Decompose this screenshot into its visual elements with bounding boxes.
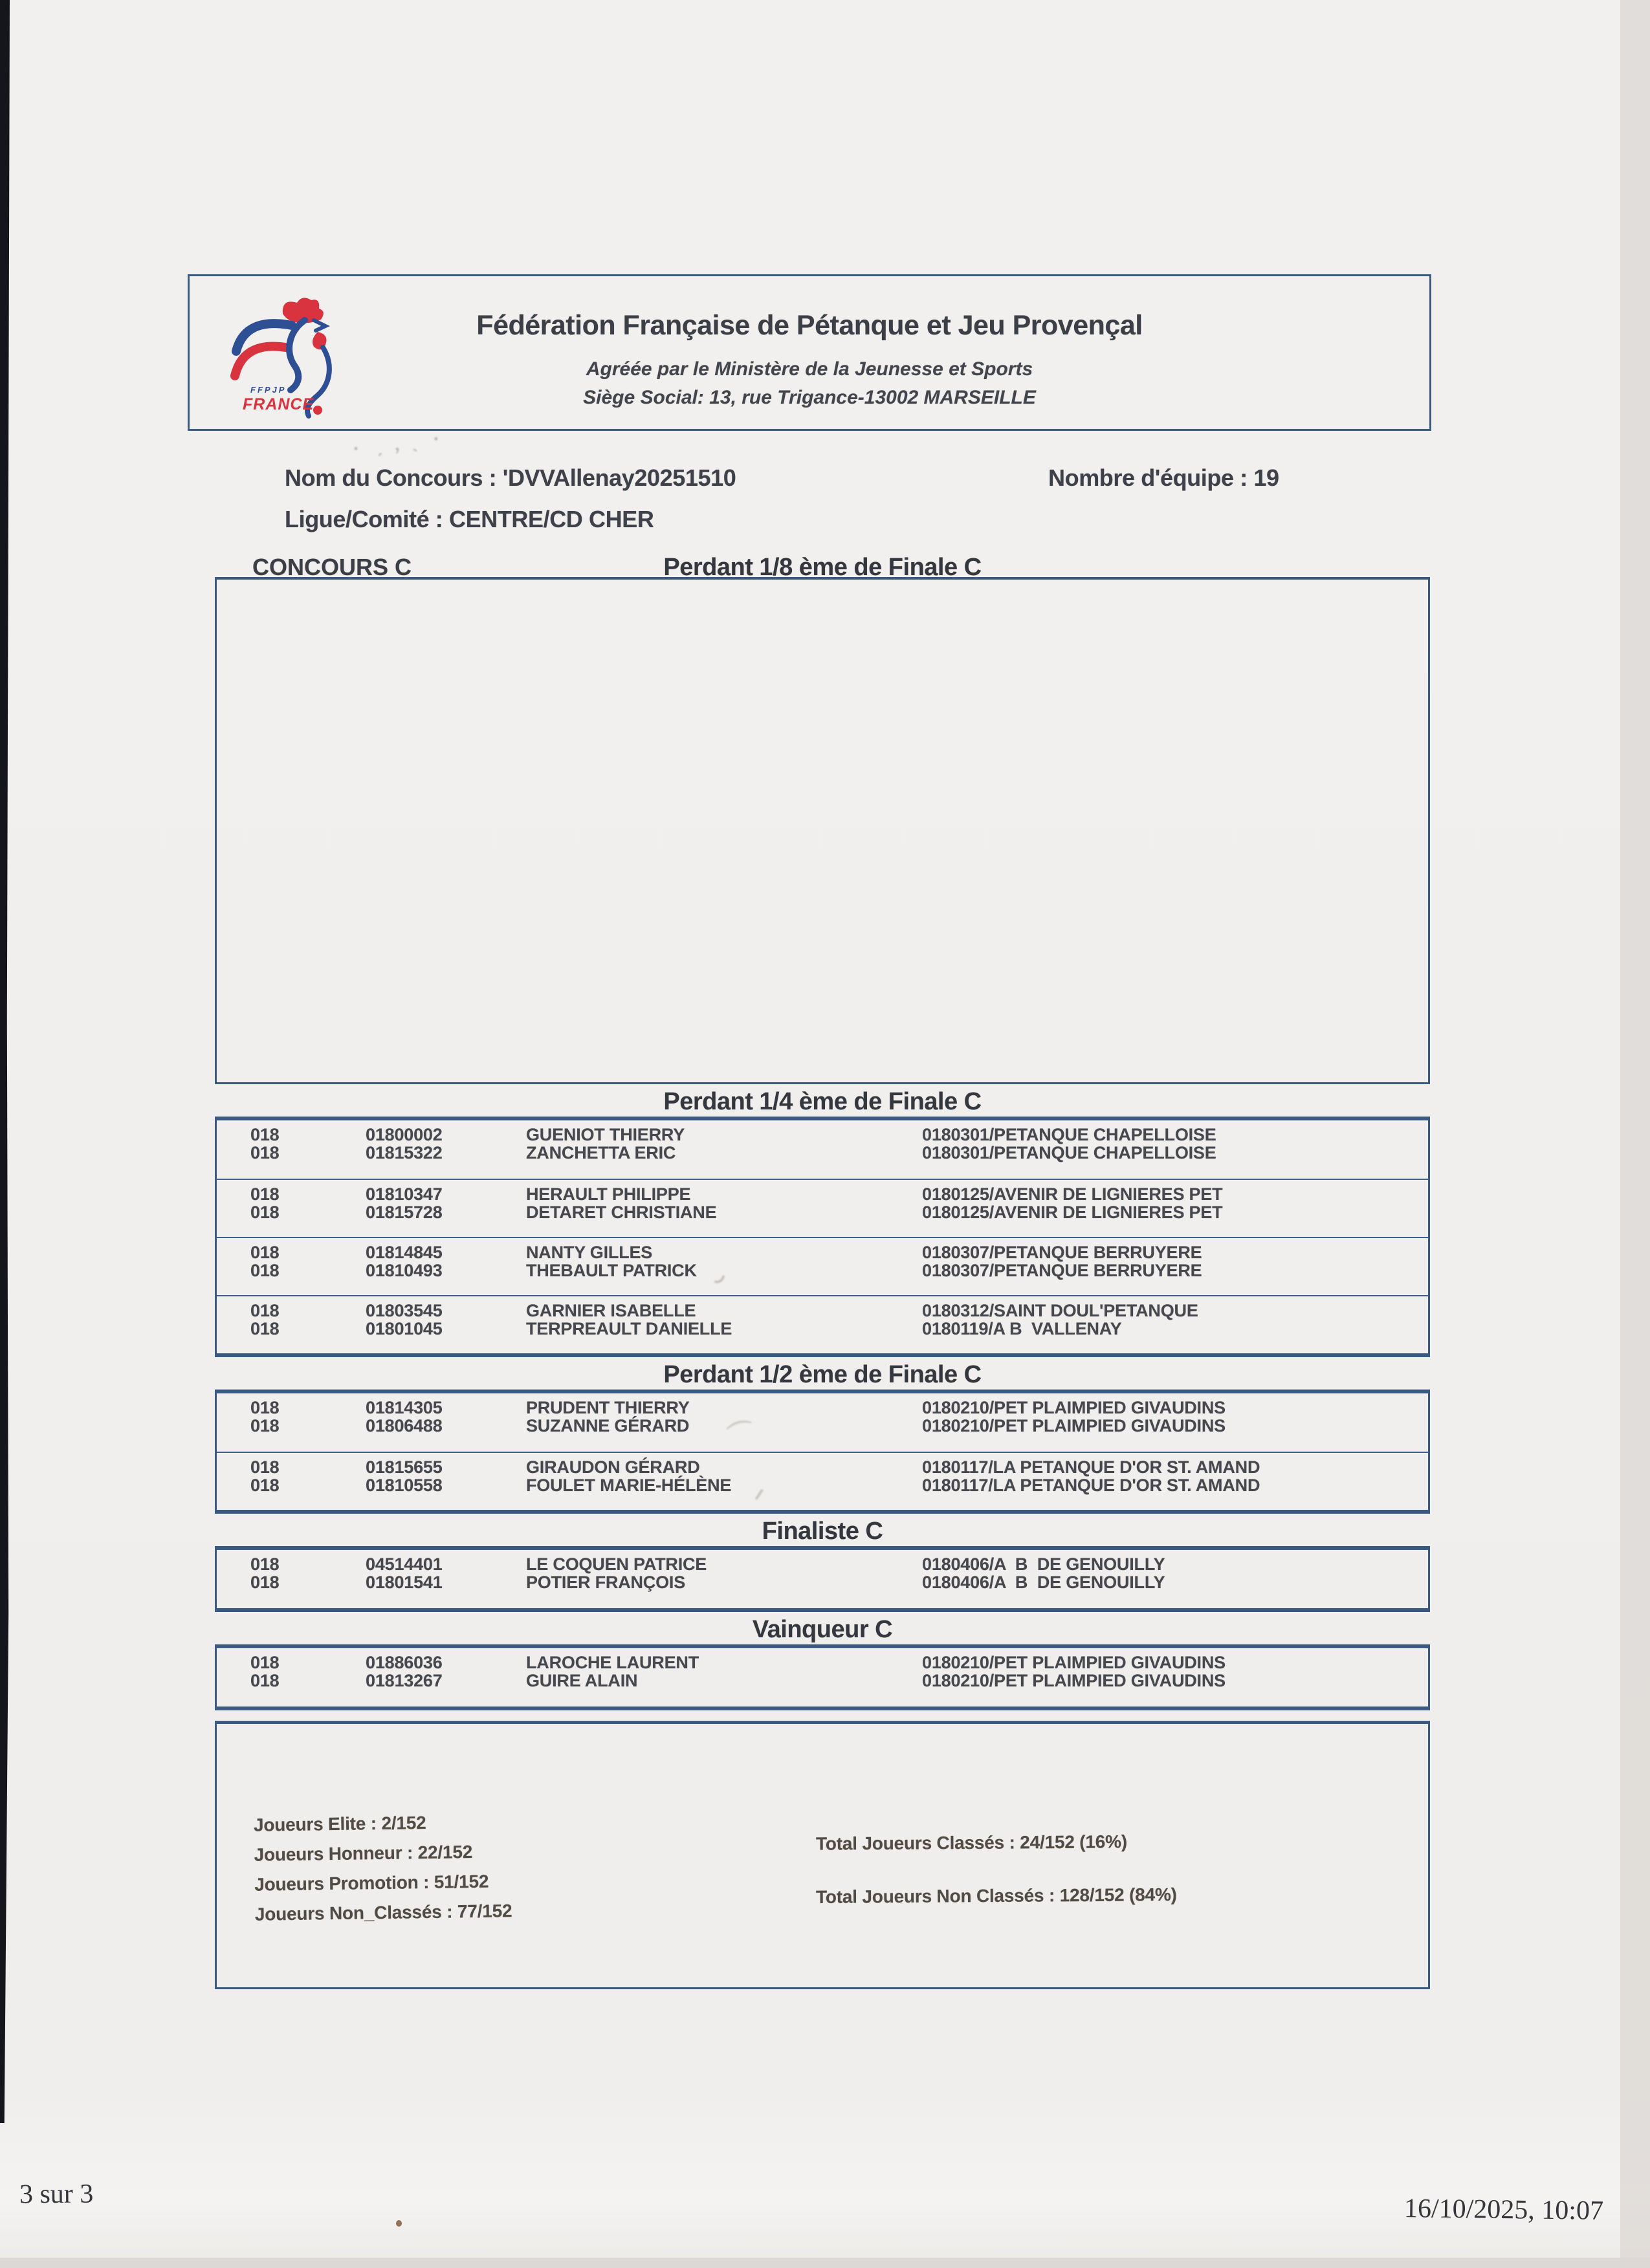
table-row bbox=[217, 1261, 1428, 1280]
table-row bbox=[217, 1417, 1428, 1435]
cell-cd: 018 bbox=[250, 1457, 280, 1477]
team-pair bbox=[217, 1550, 1428, 1608]
rooster-beak bbox=[314, 320, 325, 331]
stat-elite: Joueurs Elite : 2/152 bbox=[253, 1813, 426, 1835]
concours-title-row bbox=[215, 554, 1430, 581]
cell-cd: 018 bbox=[250, 1243, 280, 1262]
ligue-comite: Ligue/Comité : CENTRE/CD CHER bbox=[285, 506, 654, 532]
team-pair bbox=[217, 1120, 1428, 1179]
table-row bbox=[217, 1144, 1428, 1162]
stat-total-non-classes: Total Joueurs Non Classés : 128/152 (84%) bbox=[815, 1884, 1177, 1907]
cell-cd: 018 bbox=[250, 1398, 280, 1417]
pencil-smudge: · ˏ﹐ˎ · bbox=[351, 427, 446, 460]
section-title-demi: Perdant 1/2 ème de Finale C bbox=[663, 1361, 982, 1388]
main-column bbox=[215, 554, 1430, 1989]
team-pair bbox=[217, 1237, 1428, 1295]
cell-cd: 018 bbox=[250, 1203, 280, 1222]
cell-name: FOULET MARIE-HÉLÈNE bbox=[526, 1476, 732, 1495]
cell-licence: 01815322 bbox=[366, 1143, 443, 1162]
cell-name: TERPREAULT DANIELLE bbox=[526, 1319, 732, 1338]
rooster-body bbox=[289, 320, 305, 390]
cell-licence: 01801541 bbox=[366, 1573, 443, 1592]
results-table-vainqueur bbox=[215, 1644, 1430, 1710]
cell-club: 0180406/A B DE GENOUILLY bbox=[922, 1573, 1165, 1592]
cell-club: 0180307/PETANQUE BERRUYERE bbox=[922, 1261, 1202, 1280]
cell-cd: 018 bbox=[250, 1184, 280, 1204]
team-pair bbox=[217, 1393, 1428, 1452]
cell-name: GIRAUDON GÉRARD bbox=[526, 1457, 700, 1477]
cell-club: 0180301/PETANQUE CHAPELLOISE bbox=[922, 1125, 1216, 1144]
smudge-mark: ؍ bbox=[752, 1481, 767, 1505]
cell-club: 0180125/AVENIR DE LIGNIERES PET bbox=[922, 1184, 1223, 1204]
cell-cd: 018 bbox=[250, 1573, 280, 1592]
cell-name: DETARET CHRISTIANE bbox=[526, 1203, 717, 1222]
results-sections bbox=[215, 1088, 1430, 1710]
team-pair bbox=[217, 1648, 1428, 1706]
cell-cd: 018 bbox=[250, 1125, 280, 1144]
table-row bbox=[217, 1185, 1428, 1203]
logo-ffpjp-text: FFPJP bbox=[250, 385, 287, 395]
cell-club: 0180117/LA PETANQUE D'OR ST. AMAND bbox=[922, 1476, 1260, 1495]
print-datetime: 16/10/2025, 10:07 bbox=[1403, 2194, 1604, 2226]
cell-licence: 01814305 bbox=[366, 1398, 443, 1417]
cell-name: THEBAULT PATRICK bbox=[526, 1261, 697, 1280]
cell-club: 0180312/SAINT DOUL'PETANQUE bbox=[922, 1301, 1198, 1320]
federation-title: Fédération Française de Pétanque et Jeu Provençal bbox=[476, 310, 1143, 341]
stat-non-classes: Joueurs Non_Classés : 77/152 bbox=[254, 1901, 512, 1925]
cell-licence: 01813267 bbox=[366, 1671, 443, 1690]
page-number: 3 sur 3 bbox=[19, 2179, 94, 2210]
table-row bbox=[217, 1458, 1428, 1476]
cell-club: 0180307/PETANQUE BERRUYERE bbox=[922, 1243, 1202, 1262]
paper-bottom-edge bbox=[0, 2258, 1650, 2268]
cell-cd: 018 bbox=[250, 1261, 280, 1280]
cell-club: 0180210/PET PLAIMPIED GIVAUDINS bbox=[922, 1416, 1226, 1435]
cell-club: 0180301/PETANQUE CHAPELLOISE bbox=[922, 1143, 1216, 1162]
results-table-demi bbox=[215, 1390, 1430, 1514]
section-title-vainqueur: Vainqueur C bbox=[752, 1616, 893, 1643]
federation-address: Siège Social: 13, rue Trigance-13002 MARSEILLE bbox=[583, 387, 1036, 408]
cell-cd: 018 bbox=[250, 1554, 280, 1574]
rooster-tail-red bbox=[235, 346, 285, 376]
cell-licence: 01806488 bbox=[366, 1416, 443, 1435]
table-row bbox=[217, 1302, 1428, 1320]
results-table-finaliste bbox=[215, 1546, 1430, 1612]
table-row bbox=[217, 1555, 1428, 1573]
cell-name: HERAULT PHILIPPE bbox=[526, 1184, 691, 1204]
cell-club: 0180210/PET PLAIMPIED GIVAUDINS bbox=[922, 1398, 1226, 1417]
table-row bbox=[217, 1653, 1428, 1672]
scan-edge-artifact bbox=[0, 0, 10, 2123]
cell-licence: 01810493 bbox=[366, 1261, 443, 1280]
table-row bbox=[217, 1126, 1428, 1144]
cell-name: ZANCHETTA ERIC bbox=[526, 1143, 676, 1162]
cell-name: POTIER FRANÇOIS bbox=[526, 1573, 686, 1592]
section-title-quart: Perdant 1/4 ème de Finale C bbox=[663, 1088, 982, 1115]
scanner-bed-edge bbox=[1620, 0, 1650, 2268]
cell-licence: 01886036 bbox=[366, 1653, 443, 1672]
cell-name: LE COQUEN PATRICE bbox=[526, 1554, 707, 1574]
cell-licence: 01803545 bbox=[366, 1301, 443, 1320]
table-row bbox=[217, 1320, 1428, 1338]
results-table-quart bbox=[215, 1117, 1430, 1357]
team-pair bbox=[217, 1452, 1428, 1510]
stat-honneur: Joueurs Honneur : 22/152 bbox=[254, 1842, 473, 1865]
cell-club: 0180210/PET PLAIMPIED GIVAUDINS bbox=[922, 1671, 1226, 1690]
stats-left-column bbox=[254, 1811, 512, 1934]
federation-approval: Agréée par le Ministère de la Jeunesse et Sports bbox=[586, 358, 1033, 380]
cell-club: 0180125/AVENIR DE LIGNIERES PET bbox=[922, 1203, 1223, 1222]
cell-licence: 01810558 bbox=[366, 1476, 443, 1495]
cell-licence: 01801045 bbox=[366, 1319, 443, 1338]
team-pair bbox=[217, 1295, 1428, 1353]
cell-name: PRUDENT THIERRY bbox=[526, 1398, 690, 1417]
cell-cd: 018 bbox=[250, 1319, 280, 1338]
petanque-ball bbox=[313, 406, 322, 415]
cell-licence: 01815728 bbox=[366, 1203, 443, 1222]
cell-name: GARNIER ISABELLE bbox=[526, 1301, 696, 1320]
section-title-finaliste: Finaliste C bbox=[762, 1518, 883, 1545]
cell-licence: 01800002 bbox=[366, 1125, 443, 1144]
cell-club: 0180406/A B DE GENOUILLY bbox=[922, 1554, 1165, 1574]
cell-cd: 018 bbox=[250, 1143, 280, 1162]
ffpjp-logo bbox=[227, 292, 350, 421]
team-count: Nombre d'équipe : 19 bbox=[1048, 464, 1279, 491]
cell-licence: 01814845 bbox=[366, 1243, 443, 1262]
smudge-mark: ⌒ bbox=[725, 1417, 758, 1452]
table-row bbox=[217, 1399, 1428, 1417]
team-pair bbox=[217, 1179, 1428, 1237]
cell-cd: 018 bbox=[250, 1476, 280, 1495]
federation-header-box bbox=[188, 274, 1431, 431]
section-title-huitieme: Perdant 1/8 ème de Finale C bbox=[663, 554, 982, 581]
cell-cd: 018 bbox=[250, 1653, 280, 1672]
cell-licence: 04514401 bbox=[366, 1554, 443, 1574]
table-row bbox=[217, 1672, 1428, 1690]
cell-licence: 01810347 bbox=[366, 1184, 443, 1204]
stats-box bbox=[215, 1721, 1430, 1989]
cell-name: LAROCHE LAURENT bbox=[526, 1653, 699, 1672]
table-row bbox=[217, 1203, 1428, 1221]
smudge-mark: ٫ bbox=[713, 1262, 731, 1288]
concours-c-label: CONCOURS C bbox=[252, 554, 412, 580]
cell-name: SUZANNE GÉRARD bbox=[526, 1416, 690, 1435]
cell-club: 0180117/LA PETANQUE D'OR ST. AMAND bbox=[922, 1457, 1260, 1477]
cell-name: GUENIOT THIERRY bbox=[526, 1125, 685, 1144]
table-row bbox=[217, 1243, 1428, 1261]
cell-club: 0180210/PET PLAIMPIED GIVAUDINS bbox=[922, 1653, 1226, 1672]
cell-club: 0180119/A B VALLENAY bbox=[922, 1319, 1122, 1338]
stat-total-classes: Total Joueurs Classés : 24/152 (16%) bbox=[815, 1831, 1128, 1854]
cell-name: NANTY GILLES bbox=[526, 1243, 653, 1262]
cell-cd: 018 bbox=[250, 1301, 280, 1320]
cell-name: GUIRE ALAIN bbox=[526, 1671, 638, 1690]
cell-licence: 01815655 bbox=[366, 1457, 443, 1477]
logo-france-text: FRANCE bbox=[243, 395, 314, 413]
table-row bbox=[217, 1573, 1428, 1591]
concours-name: Nom du Concours : 'DVVAllenay20251510 bbox=[285, 464, 736, 491]
ink-speck bbox=[396, 2220, 402, 2227]
table-row bbox=[217, 1476, 1428, 1494]
cell-cd: 018 bbox=[250, 1416, 280, 1435]
cell-cd: 018 bbox=[250, 1671, 280, 1690]
stat-promotion: Joueurs Promotion : 51/152 bbox=[254, 1871, 489, 1895]
